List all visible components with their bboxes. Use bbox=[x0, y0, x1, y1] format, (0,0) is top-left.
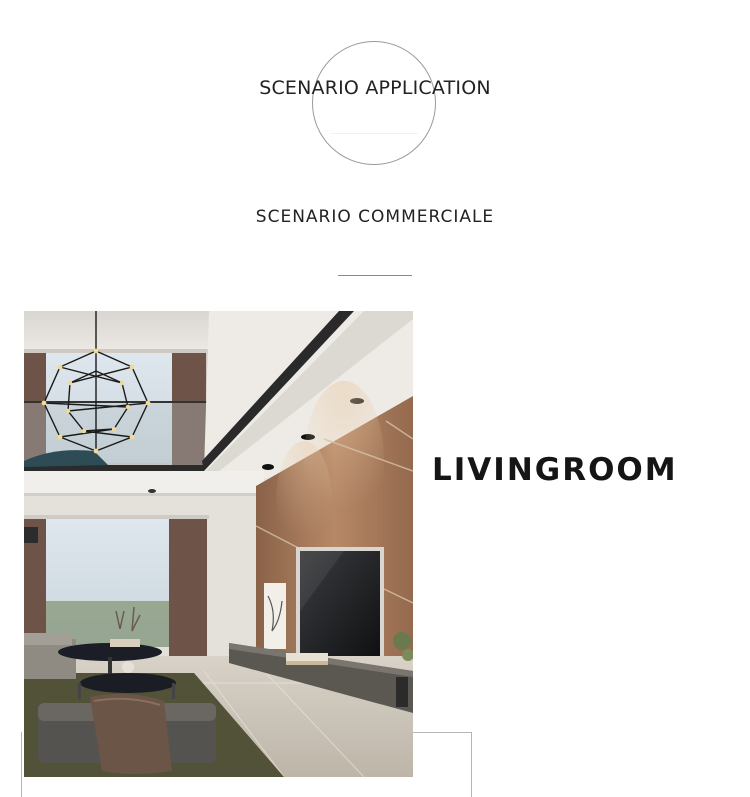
circle-inner-line bbox=[330, 133, 418, 134]
divider bbox=[338, 275, 412, 276]
livingroom-photo bbox=[24, 311, 413, 777]
frame-line-right bbox=[471, 732, 472, 797]
section-subheading: SCENARIO COMMERCIALE bbox=[255, 207, 495, 227]
frame-line-top bbox=[413, 732, 471, 733]
room-title: LIVINGROOM bbox=[432, 452, 678, 488]
section-heading: SCENARIO APPLICATION bbox=[259, 77, 491, 99]
frame-line-left bbox=[21, 732, 22, 797]
decorative-circle bbox=[312, 41, 436, 165]
